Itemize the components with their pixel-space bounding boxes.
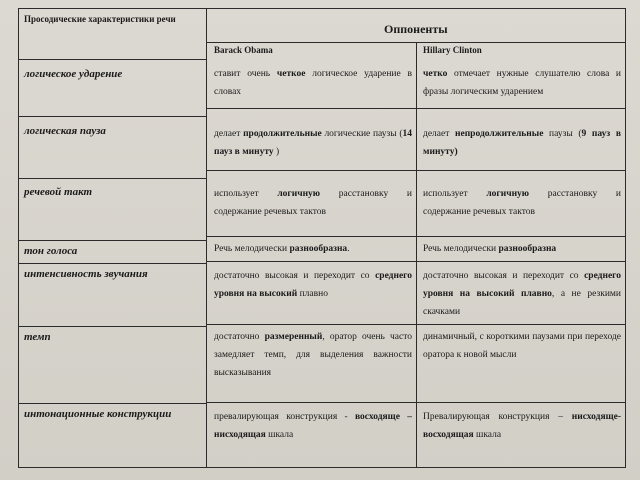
comparison-table — [18, 8, 626, 468]
clinton-cell: достаточно высокая и переходит со среднего уровня на высокий плавно, а не резкими скачками — [423, 271, 621, 318]
obama-header: Barack Obama — [214, 45, 273, 55]
clinton-cell: Речь мелодически разнообразна — [423, 244, 557, 254]
row-label: логическая пауза — [24, 125, 106, 137]
obama-cell: достаточно высокая и переходит со среднего уровня на высокий плавно — [214, 271, 412, 300]
clinton-header: Hillary Clinton — [423, 45, 482, 55]
obama-cell: Речь мелодически разнообразна. — [214, 244, 350, 254]
clinton-cell: Превалирующая конструкция – нисходяще-восходящая шкала — [423, 412, 621, 441]
opponents-header: Оппоненты — [384, 22, 448, 36]
row-label: тон голоса — [24, 245, 78, 257]
row-label: логическое ударение — [24, 68, 123, 80]
row-label: интонационные конструкции — [24, 408, 172, 420]
clinton-cell: использует логичную расстановку и содержание речевых тактов — [423, 189, 621, 218]
clinton-cell: динамичный, с короткими паузами при переходе оратора к новой мысли — [423, 332, 621, 361]
clinton-cell: четко отмечает нужные слушателю слова и фразы логическим ударением — [423, 69, 621, 98]
row-label: интенсивность звучания — [24, 268, 148, 280]
obama-cell: делает продолжительные логические паузы (14 пауз в минуту ) — [214, 129, 412, 158]
obama-cell: ставит очень четкое логическое ударение в словах — [214, 69, 412, 98]
obama-cell: использует логичную расстановку и содержание речевых тактов — [214, 189, 412, 218]
row-label: темп — [24, 331, 51, 343]
corner-header: Просодические характеристики речи — [24, 14, 176, 24]
row-label: речевой такт — [24, 186, 93, 198]
obama-cell: превалирующая конструкция - восходяще – нисходящая шкала — [214, 412, 412, 441]
obama-cell: достаточно размеренный, оратор очень часто замедляет темп, для выделения важности высказывания — [214, 332, 412, 379]
clinton-cell: делает непродолжительные паузы (9 пауз в минуту) — [423, 129, 621, 158]
